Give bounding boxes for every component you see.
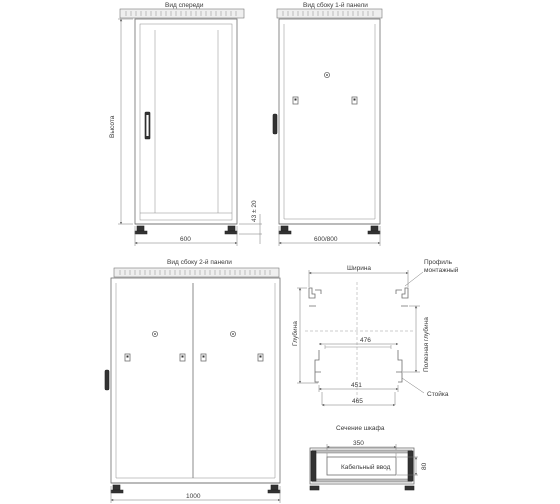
front-foot-right xyxy=(228,226,235,231)
profile-label xyxy=(424,259,459,274)
plan-section xyxy=(291,259,459,405)
dim-465-label: 465 xyxy=(352,398,363,405)
side2-top-vent xyxy=(114,268,279,277)
side1-door-handle-icon xyxy=(273,114,277,134)
front-foot-left xyxy=(137,226,144,231)
side1-foot-right xyxy=(371,226,378,231)
side-view-1-title: Вид сбоку 1-й панели xyxy=(303,2,368,9)
front-view-title: Вид спереди xyxy=(165,2,204,9)
useful-depth-label: Полезная глубина xyxy=(423,317,430,372)
profile-top-right xyxy=(396,288,408,298)
profile-label-text: Профиль xyxy=(424,259,453,266)
dim-476-label: 476 xyxy=(360,337,371,344)
side2-door-handle-icon xyxy=(105,370,109,390)
dim-350-label: 350 xyxy=(353,440,364,447)
dim-451-label: 451 xyxy=(351,382,362,389)
side1-foot-left xyxy=(281,226,288,231)
front-width-label: 600 xyxy=(180,236,191,243)
side-view-2-title: Вид сбоку 2-й панели xyxy=(167,259,232,266)
side2-foot-right xyxy=(271,485,278,490)
post-label: Стойка xyxy=(427,391,449,398)
dim-80-label: 80 xyxy=(421,462,428,470)
profile-bottom-left xyxy=(315,350,321,382)
cabinet-section-title: Сечение шкафа xyxy=(336,425,385,432)
height-label: Высота xyxy=(109,115,116,138)
width-label: Ширина xyxy=(347,265,372,272)
profile-bottom-right xyxy=(396,350,402,382)
front-top-vent xyxy=(120,9,244,18)
side2-foot-left xyxy=(113,485,120,490)
cabinet-section xyxy=(310,425,428,490)
side-view-1 xyxy=(273,1,382,246)
feet-height-label: 43 ± 20 xyxy=(251,200,258,222)
side1-cabinet-body xyxy=(279,19,380,224)
side-view-2 xyxy=(105,258,280,503)
profile-label-text-line2: монтажный xyxy=(424,267,459,274)
cable-entry-label: Кабельный ввод xyxy=(341,464,391,471)
side2-cabinet-body xyxy=(111,278,280,483)
side-depth-label: 600/800 xyxy=(314,236,338,243)
front-view xyxy=(109,2,262,246)
total-length-label: 1000 xyxy=(186,493,201,500)
profile-top-left xyxy=(309,288,321,298)
depth-label: Глубина xyxy=(292,321,299,346)
